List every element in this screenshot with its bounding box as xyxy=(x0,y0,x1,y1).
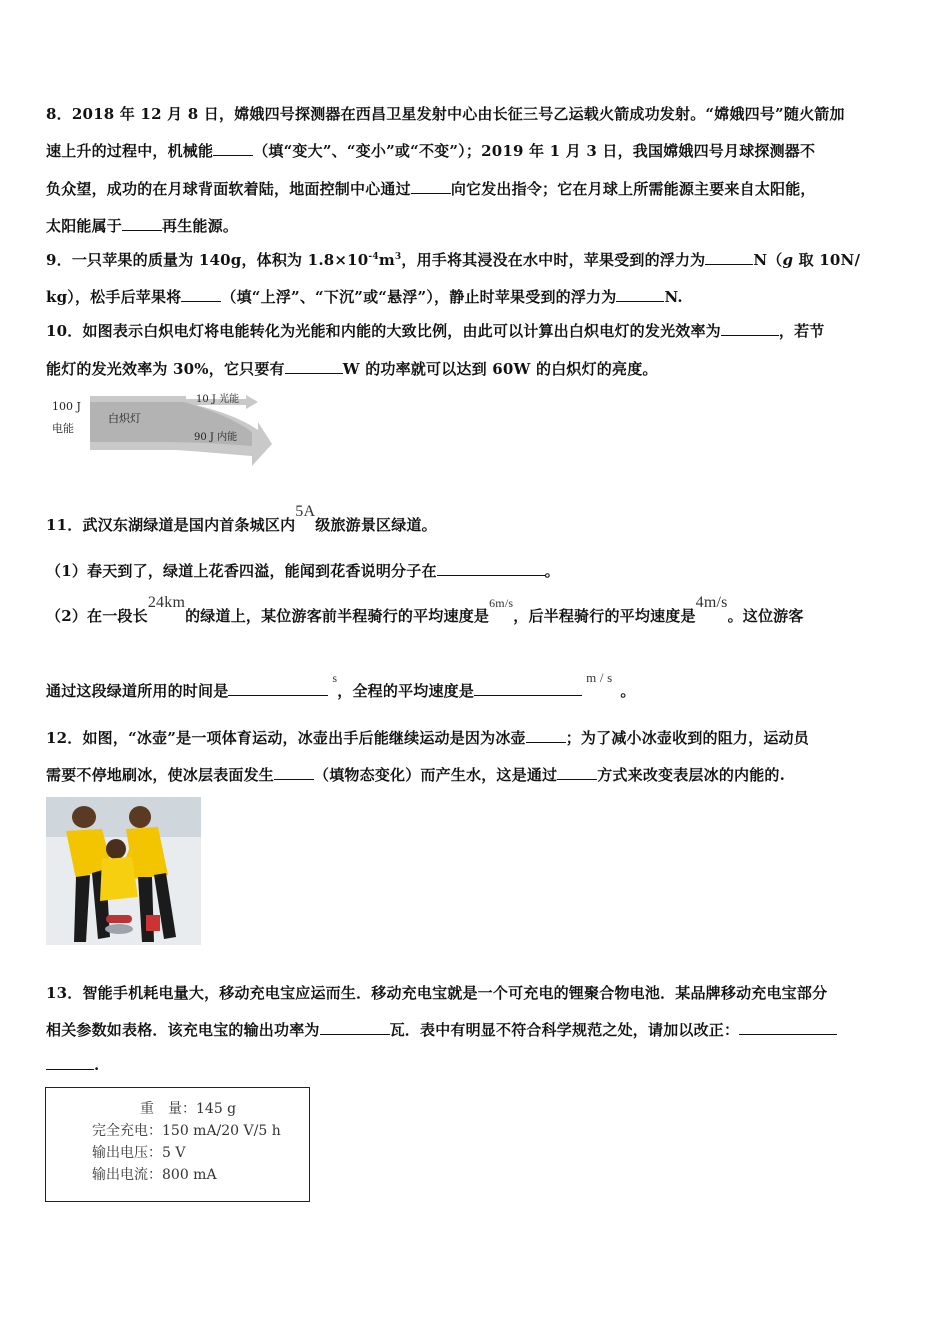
answer-blank[interactable] xyxy=(46,1057,94,1070)
spec-full-charge: 完全充电：150 mA/20 V/5 h xyxy=(92,1123,281,1139)
q10-line1: 10．如图表示白炽电灯将电能转化为光能和内能的大致比例，由此可以计算出白炽电灯的发光效率为 ，若节 xyxy=(46,322,825,340)
curling-photo xyxy=(46,797,201,945)
answer-blank[interactable] xyxy=(526,730,566,743)
answer-blank[interactable] xyxy=(285,361,343,374)
q13-line3: . xyxy=(46,1056,99,1074)
q9-line2: kg），松手后苹果将 （填“上浮”、“下沉”或“悬浮”），静止时苹果受到的浮力为 N. xyxy=(46,288,683,306)
lamp-label: 白炽灯 xyxy=(108,412,141,425)
spec-output-voltage: 输出电压：5 V xyxy=(92,1145,186,1161)
q11-part1: （1）春天到了，绿道上花香四溢，能闻到花香说明分子在 。 xyxy=(46,562,560,580)
answer-blank[interactable] xyxy=(228,683,328,696)
q8-line1: 8．2018 年 12 月 8 日，嫦娥四号探测器在西昌卫星发射中心由长征三号乙运载火箭成功发射。“嫦娥四号”随火箭加 xyxy=(46,105,845,123)
answer-blank[interactable] xyxy=(721,323,779,336)
energy-flow-diagram xyxy=(46,390,274,475)
q13-line1: 13．智能手机耗电量大，移动充电宝应运而生．移动充电宝就是一个可充电的锂聚合物电池．某品牌移动充电宝部分 xyxy=(46,984,828,1002)
light-energy-label: 10 J 光能 xyxy=(196,394,240,405)
power-bank-spec-table xyxy=(45,1087,310,1202)
q11-line1: 11．武汉东湖绿道是国内首条城区内5A级旅游景区绿道。 xyxy=(46,503,437,534)
answer-blank[interactable] xyxy=(474,683,582,696)
q11-part3: 通过这段绿道所用的时间是$^s$，全程的平均速度是m / s。 xyxy=(46,670,636,700)
answer-blank[interactable] xyxy=(122,218,162,231)
q8-line3: 负众望，成功的在月球背面软着陆，地面控制中心通过 向它发出指令；它在月球上所需能源主要来自太阳能， xyxy=(46,180,816,198)
q11-part2: （2）在一段长24km的绿道上，某位游客前半程骑行的平均速度是$^{6m/s}$，后半程骑行的平均速度是4m/s。这位游客 xyxy=(46,594,804,625)
answer-blank[interactable] xyxy=(437,563,545,576)
input-energy-label: 电能 xyxy=(52,422,74,435)
q8-line2: 速上升的过程中，机械能 （填“变大”、“变小”或“不变”）；2019 年 1 月 3 日，我国嫦娥四号月球探测器不 xyxy=(46,142,816,160)
answer-blank[interactable] xyxy=(213,143,253,156)
spec-weight: 重 量：145 g xyxy=(140,1101,237,1117)
q12-line2: 需要不停地刷冰，使冰层表面发生 （填物态变化）而产生水，这是通过 方式来改变表层冰的内能的. xyxy=(46,766,786,784)
heat-energy-label: 90 J 内能 xyxy=(194,432,238,443)
answer-blank[interactable] xyxy=(557,767,597,780)
q13-line2: 相关参数如表格．该充电宝的输出功率为 瓦．表中有明显不符合科学规范之处，请加以改正： xyxy=(46,1019,837,1040)
answer-blank[interactable] xyxy=(616,289,664,302)
answer-blank[interactable] xyxy=(739,1022,837,1035)
answer-blank[interactable] xyxy=(274,767,314,780)
answer-blank[interactable] xyxy=(320,1022,390,1035)
q9-line1: 9．一只苹果的质量为 140g，体积为 $1.8\times 10^{-4}m^3$，用手将其浸没在水中时，苹果受到的浮力为 N（g 取 10N/ xyxy=(46,251,861,269)
answer-blank[interactable] xyxy=(411,181,451,194)
input-energy-value: 100 J xyxy=(52,400,81,413)
answer-blank[interactable] xyxy=(181,289,221,302)
answer-blank[interactable] xyxy=(705,252,753,265)
q10-line2: 能灯的发光效率为 30%，它只要有 W 的功率就可以达到 60W 的白炽灯的亮度。 xyxy=(46,360,658,378)
q12-line1: 12．如图，“冰壶”是一项体育运动，冰壶出手后能继续运动是因为冰壶 ；为了减小冰壶收到的阻力，运动员 xyxy=(46,729,809,747)
q8-line4: 太阳能属于 再生能源。 xyxy=(46,217,239,235)
spec-output-current: 输出电流：800 mA xyxy=(92,1167,217,1183)
